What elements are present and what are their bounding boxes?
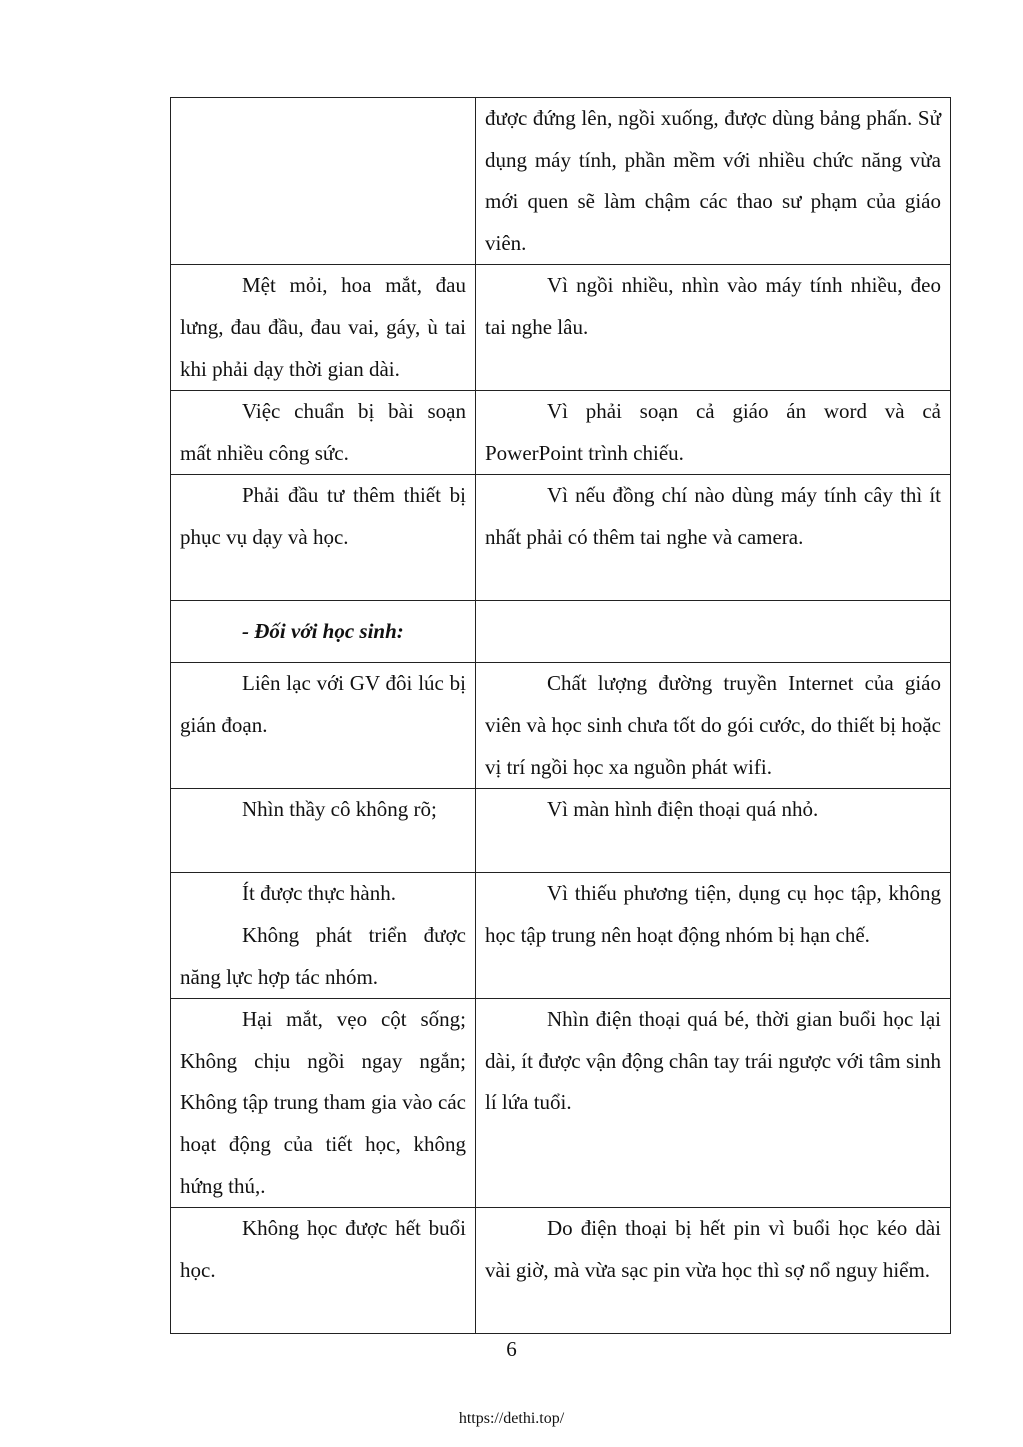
- table-row: [171, 265, 951, 391]
- cell-text: Vì phải soạn cả giáo án word và cả PowerPoint trình chiếu.: [485, 399, 941, 465]
- table-cell-right: [476, 1208, 951, 1334]
- cell-text: được đứng lên, ngồi xuống, được dùng bảng phấn. Sử dụng máy tính, phần mềm với nhiều chức năng vừa mới quen sẽ làm chậm các thao sư phạm của giáo viên.: [485, 106, 941, 255]
- table-row: [171, 789, 951, 873]
- cell-text: Ít được thực hành.: [242, 881, 396, 906]
- table-cell-right: [476, 391, 951, 475]
- cell-text: Không phát triển được năng lực hợp tác nhóm.: [180, 922, 466, 989]
- table-row: [171, 663, 951, 789]
- cell-text: Hại mắt, vẹo cột sống; Không chịu ngồi ngay ngắn; Không tập trung tham gia vào các hoạt động của tiết học, không hứng thú,.: [180, 1007, 466, 1198]
- table-cell-right: [476, 265, 951, 391]
- table-row: [171, 1208, 951, 1334]
- section-heading: - Đối với học sinh:: [242, 619, 404, 644]
- table-cell-left: [171, 475, 476, 601]
- cell-text: Không học được hết buổi học.: [180, 1216, 466, 1282]
- table-row: [171, 873, 951, 999]
- cell-text: Mệt mỏi, hoa mắt, đau lưng, đau đầu, đau vai, gáy, ù tai khi phải dạy thời gian dài.: [180, 273, 466, 381]
- table-cell-right: [476, 999, 951, 1208]
- table-cell-right: [476, 789, 951, 873]
- table-cell-right: [476, 475, 951, 601]
- footer-url: https://dethi.top/: [458, 1410, 565, 1427]
- table-cell-left: [171, 789, 476, 873]
- table-cell-left: [171, 663, 476, 789]
- table-row: [171, 475, 951, 601]
- table-cell-right: [476, 873, 951, 999]
- cell-text: Việc chuẩn bị bài soạn mất nhiều công sức.: [180, 399, 466, 465]
- cell-text: Do điện thoại bị hết pin vì buổi học kéo dài vài giờ, mà vừa sạc pin vừa học thì sợ nổ nguy hiểm.: [485, 1216, 941, 1282]
- table-row: [171, 98, 951, 265]
- cell-text: Vì ngồi nhiều, nhìn vào máy tính nhiều, đeo tai nghe lâu.: [485, 273, 941, 339]
- table-cell-left: [171, 391, 476, 475]
- page-number: 6: [506, 1337, 517, 1361]
- cell-text: Chất lượng đường truyền Internet của giáo viên và học sinh chưa tốt do gói cước, do thiết bị hoặc vị trí ngồi học xa nguồn phát wifi.: [485, 671, 941, 779]
- table-row: [171, 999, 951, 1208]
- cell-text: Liên lạc với GV đôi lúc bị gián đoạn.: [180, 671, 466, 737]
- cell-text: Vì thiếu phương tiện, dụng cụ học tập, không học tập trung nên hoạt động nhóm bị hạn chế.: [485, 881, 941, 947]
- cell-text: Phải đầu tư thêm thiết bị phục vụ dạy và học.: [180, 483, 466, 549]
- cell-text: Nhìn thầy cô không rõ;: [242, 797, 437, 822]
- table-row: [171, 601, 951, 663]
- table-cell-left: [171, 999, 476, 1208]
- content-table: [170, 97, 951, 1334]
- table-row: [171, 391, 951, 475]
- table-cell-left: [171, 873, 476, 999]
- cell-text: Nhìn điện thoại quá bé, thời gian buổi học lại dài, ít được vận động chân tay trái ngược với tâm sinh lí lứa tuổi.: [485, 1007, 941, 1115]
- table-cell-left: [171, 601, 476, 663]
- cell-text: Vì nếu đồng chí nào dùng máy tính cây thì ít nhất phải có thêm tai nghe và camera.: [485, 483, 941, 549]
- table-cell-right: [476, 601, 951, 663]
- cell-text: Vì màn hình điện thoại quá nhỏ.: [547, 797, 819, 822]
- table-cell-left: [171, 98, 476, 265]
- table-cell-right: [476, 663, 951, 789]
- table-cell-right: [476, 98, 951, 265]
- table-cell-left: [171, 265, 476, 391]
- table-cell-left: [171, 1208, 476, 1334]
